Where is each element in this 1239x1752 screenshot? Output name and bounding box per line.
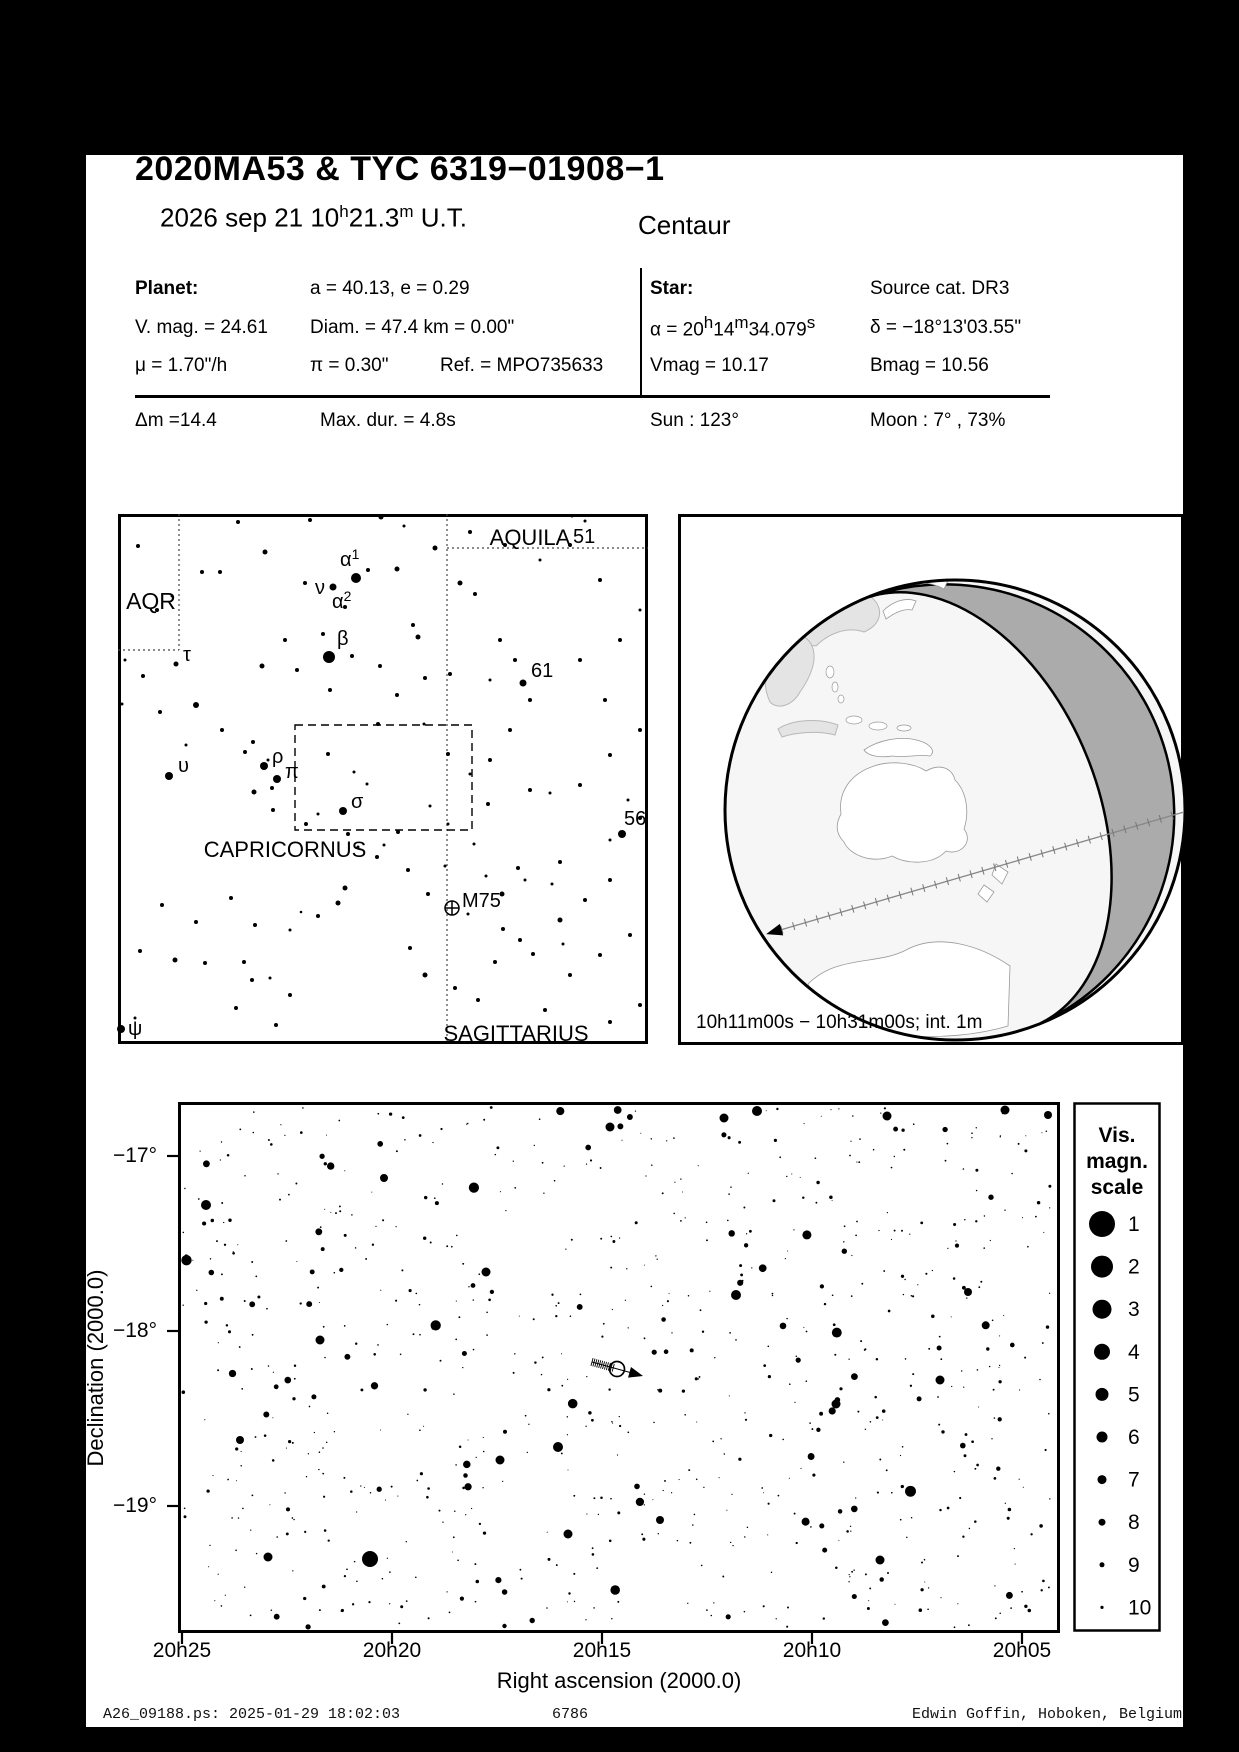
page-title: 2020MA53 & TYC 6319−01908−1 <box>135 150 665 188</box>
column-divider <box>640 268 642 395</box>
planet-orbit: a = 40.13, e = 0.29 <box>310 278 470 299</box>
star-vmag: Vmag = 10.17 <box>650 355 769 376</box>
star-dec: δ = −18°13'03.55" <box>870 317 1022 338</box>
ytick--18: −18° <box>112 1319 157 1342</box>
svg-text:τ: τ <box>183 644 191 666</box>
svg-text:51: 51 <box>573 526 596 548</box>
svg-text:56: 56 <box>624 808 647 830</box>
svg-text:α1: $\alpha^1$ <box>340 546 360 571</box>
svg-text:ψ: ψ <box>128 1018 143 1040</box>
svg-text:4: 4 <box>1128 1340 1140 1364</box>
svg-text:M75: M75 <box>462 890 501 912</box>
globe-caption: 10h11m00s − 10h31m00s; int. 1m <box>696 1012 983 1033</box>
svg-text:5: 5 <box>1128 1383 1140 1407</box>
footer-page-number: 6786 <box>551 1706 588 1723</box>
svg-text:π: π <box>285 761 299 783</box>
horizontal-rule <box>135 395 1050 398</box>
planet-motion: μ = 1.70"/h <box>135 355 228 376</box>
svg-text:Vis.: Vis. <box>1098 1124 1136 1147</box>
magnitude-legend <box>1073 1102 1161 1632</box>
object-class-label: Centaur <box>638 210 731 240</box>
svg-text:SAGITTARIUS: SAGITTARIUS <box>443 1021 589 1046</box>
ytick--19: −19° <box>112 1494 157 1517</box>
svg-text:ρ: ρ <box>272 746 284 768</box>
planet-vmag: V. mag. = 24.61 <box>135 317 268 338</box>
xtick-20h25: 20h25 <box>152 1639 212 1662</box>
sun-elongation: Sun : 123° <box>650 410 739 431</box>
planet-parallax: π = 0.30" <box>310 355 389 376</box>
svg-text:AQR: AQR <box>126 588 176 614</box>
event-datetime: 2026 sep 21 10$^h$21.3$^m$ U.T. <box>160 202 467 233</box>
star-source-catalog: Source cat. DR3 <box>870 278 1010 299</box>
svg-text:6: 6 <box>1128 1426 1140 1449</box>
svg-text:61: 61 <box>531 660 554 682</box>
footer-filename: A26_09188.ps: 2025-01-29 18:02:03 <box>103 1706 401 1723</box>
svg-text:magn.: magn. <box>1086 1150 1148 1173</box>
svg-text:2: 2 <box>1128 1255 1140 1279</box>
max-duration: Max. dur. = 4.8s <box>320 410 456 431</box>
magnitude-drop: Δm =14.4 <box>135 410 217 431</box>
star-heading: Star: <box>650 278 694 299</box>
moon-elongation: Moon : 7° , 73% <box>870 410 1006 431</box>
svg-text:ν: ν <box>315 577 325 599</box>
star-field-chart <box>178 1102 1060 1633</box>
xtick-20h05: 20h05 <box>992 1639 1052 1662</box>
star-ra: $\alpha = 20^h14^m34.079^s$ <box>650 313 816 341</box>
svg-text:AQUILA: AQUILA <box>489 525 571 550</box>
xtick-20h15: 20h15 <box>572 1639 632 1662</box>
xtick-20h20: 20h20 <box>362 1639 422 1662</box>
planet-heading: Planet: <box>135 278 199 299</box>
svg-text:8: 8 <box>1128 1511 1140 1535</box>
svg-text:α2: $\alpha^2$ <box>332 588 352 613</box>
svg-text:3: 3 <box>1128 1298 1140 1322</box>
svg-text:υ: υ <box>178 755 189 777</box>
star-bmag: Bmag = 10.56 <box>870 355 989 376</box>
y-axis-label: Declination (2000.0) <box>83 1269 108 1467</box>
globe-map <box>678 514 1184 1045</box>
ytick--17: −17° <box>112 1144 157 1167</box>
finder-chart <box>118 514 648 1044</box>
svg-text:CAPRICORNUS: CAPRICORNUS <box>203 837 367 862</box>
svg-text:scale: scale <box>1090 1176 1144 1199</box>
planet-diameter: Diam. = 47.4 km = 0.00" <box>310 317 515 338</box>
svg-text:9: 9 <box>1128 1553 1140 1577</box>
svg-text:10: 10 <box>1128 1596 1152 1620</box>
svg-text:β: β <box>337 628 349 650</box>
x-axis-label: Right ascension (2000.0) <box>496 1668 742 1693</box>
svg-text:1: 1 <box>1128 1213 1140 1236</box>
svg-text:σ: σ <box>351 791 364 813</box>
planet-reference: Ref. = MPO735633 <box>440 355 604 376</box>
footer-author: Edwin Goffin, Hoboken, Belgium <box>911 1706 1182 1723</box>
svg-text:7: 7 <box>1128 1468 1140 1492</box>
xtick-20h10: 20h10 <box>782 1639 842 1662</box>
